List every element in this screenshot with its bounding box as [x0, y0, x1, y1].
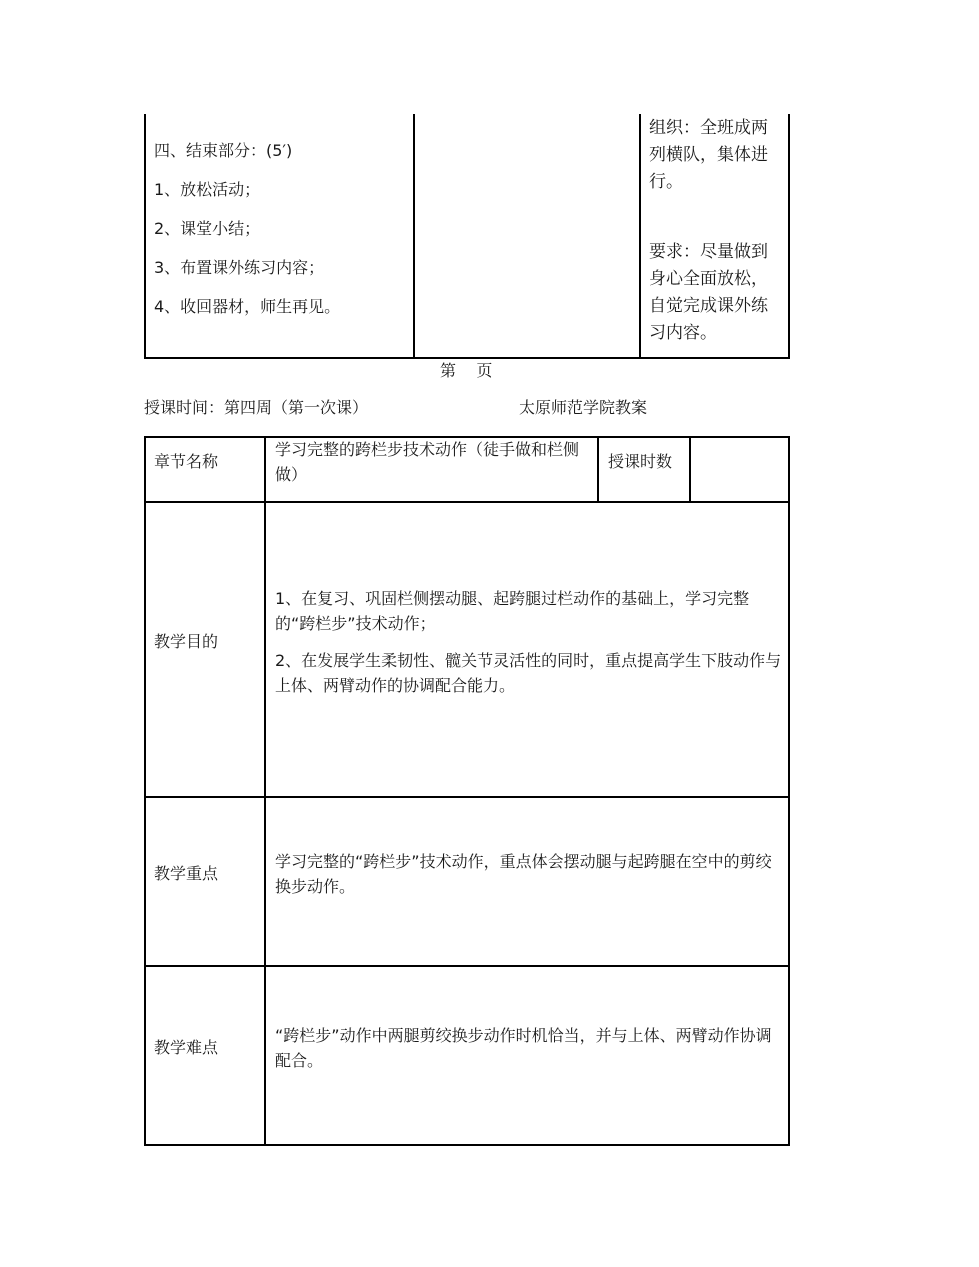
requirement-note: 要求：尽量做到身心全面放松，自觉完成课外练习内容。	[649, 242, 768, 343]
row-divider-2	[144, 796, 790, 798]
table-border-bottom	[144, 1144, 790, 1146]
table-border-bottom	[144, 357, 790, 359]
table-divider-2	[639, 114, 641, 359]
table-border-right	[788, 436, 790, 1146]
school-plan-label: 太原师范学院教案	[519, 398, 648, 417]
closing-item-summary: 2、课堂小结；	[154, 219, 261, 238]
table-border-right	[788, 114, 790, 359]
teaching-goal-item-1: 1、在复习、巩固栏侧摆动腿、起跨腿过栏动作的基础上，学习完整的“跨栏步”技术动作；	[275, 589, 750, 633]
label-column-divider	[264, 436, 266, 1146]
teaching-goal-content	[275, 586, 785, 698]
teaching-focus-label: 教学重点	[154, 864, 219, 883]
closing-section-title: 四、结束部分：(5′)	[154, 141, 293, 160]
table-border-left	[144, 436, 146, 1146]
closing-item-homework: 3、布置课外练习内容；	[154, 258, 325, 277]
table-border-left	[144, 114, 146, 359]
closing-item-farewell: 4、收回器材，师生再见。	[154, 297, 341, 316]
hours-value-divider	[689, 436, 691, 503]
chapter-name-value: 学习完整的跨栏步技术动作（徒手做和栏侧做）	[275, 440, 580, 484]
teaching-goal-label: 教学目的	[154, 632, 219, 651]
lesson-hours-label: 授课时数	[608, 452, 673, 471]
teaching-difficulty-label: 教学难点	[154, 1038, 219, 1057]
hours-label-divider	[597, 436, 599, 503]
chapter-name-label: 章节名称	[154, 452, 219, 471]
organization-note: 组织：全班成两列横队，集体进行。	[649, 118, 768, 192]
teaching-focus-content: 学习完整的“跨栏步”技术动作，重点体会摆动腿与起跨腿在空中的剪绞换步动作。	[275, 852, 772, 896]
page-number-label: 第 页	[440, 361, 493, 380]
teaching-difficulty-content: “跨栏步”动作中两腿剪绞换步动作时机恰当，并与上体、两臂动作协调配合。	[275, 1026, 772, 1070]
teaching-goal-item-2: 2、在发展学生柔韧性、髋关节灵活性的同时，重点提高学生下肢动作与上体、两臂动作的协调配合能力。	[275, 651, 782, 695]
row-divider-3	[144, 965, 790, 967]
lesson-time-label: 授课时间：第四周（第一次课）	[144, 398, 369, 417]
table-divider-1	[413, 114, 415, 359]
closing-item-relax: 1、放松活动；	[154, 180, 261, 199]
row-divider-1	[144, 501, 790, 503]
